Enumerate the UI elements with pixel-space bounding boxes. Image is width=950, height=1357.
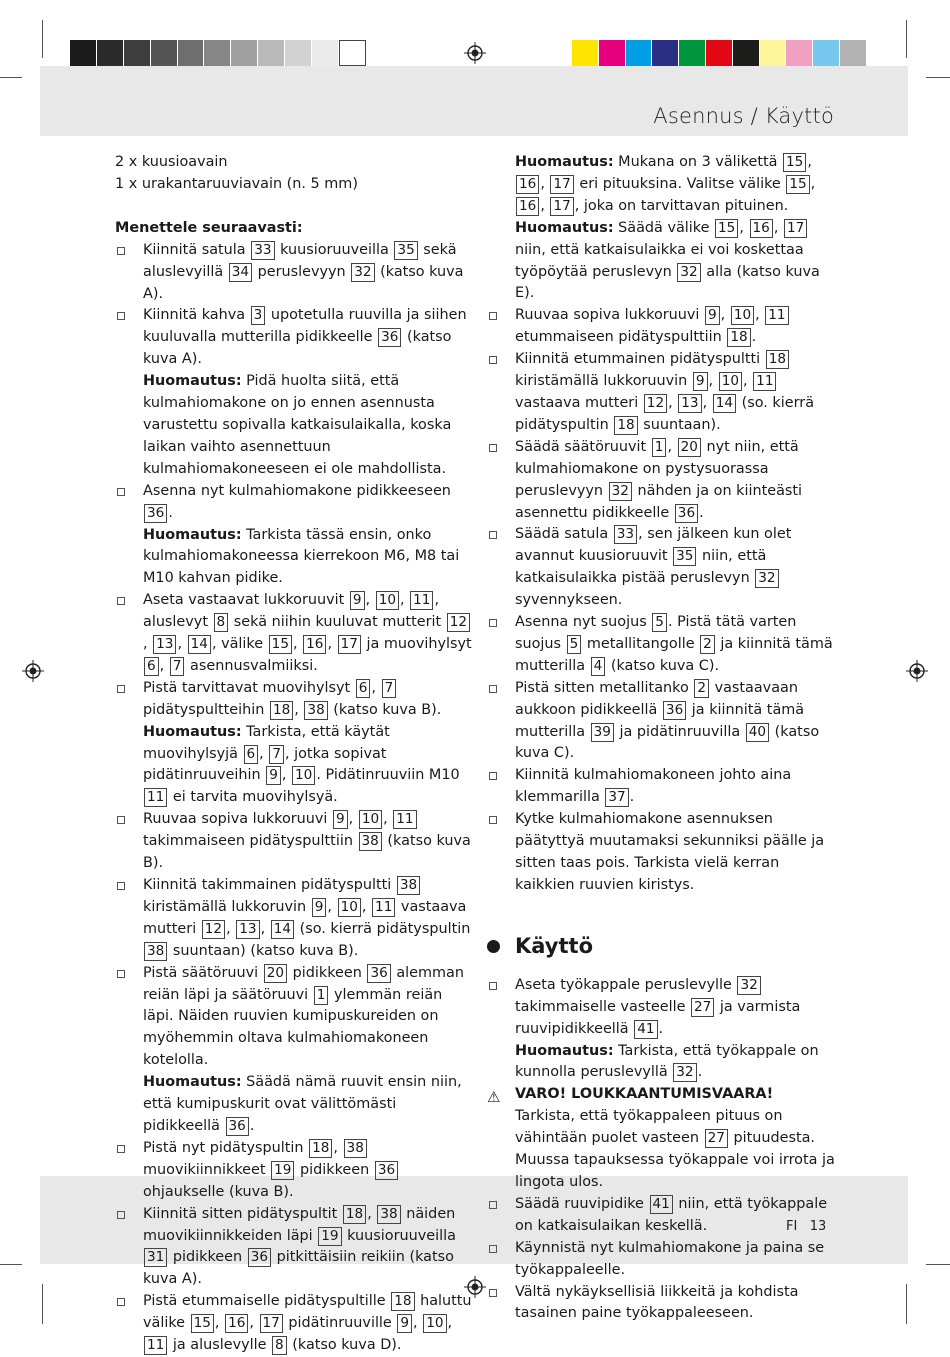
color-swatch xyxy=(285,40,312,66)
language-code: FI xyxy=(786,1219,798,1234)
list-item: Pistä sitten metallitanko 2 vastaavaan aukkoon pidikkeellä 36 ja kiinnitä tämä mutterilla 39 ja pidätinruuvilla 40 (katso kuva C). xyxy=(487,678,837,766)
color-swatch xyxy=(652,40,679,66)
color-swatch xyxy=(626,40,653,66)
note: Huomautus: Tarkista tässä ensin, onko kulmahiomakoneessa kierrekoon M6, M8 tai M10 kahvan pidike. xyxy=(143,526,460,587)
intro-line: 1 x urakantaruuviavain (n. 5 mm) xyxy=(115,175,358,192)
crop-mark xyxy=(906,1284,907,1324)
color-swatch xyxy=(124,40,151,66)
warning-triangle-icon: ⚠ xyxy=(487,1088,501,1107)
note: Huomautus: Tarkista, että työkappale on kunnolla peruslevyllä 32 . xyxy=(515,1042,819,1081)
list-item: Säädä ruuvipidike 41 niin, että työkappale on katkaisulaikan keskellä. xyxy=(487,1194,837,1238)
color-swatch xyxy=(813,40,840,66)
warning: ⚠ VARO! LOUKKAANTUMISVAARA! Tarkista, että työkappaleen pituus on vähintään puolet vasteen 27 pituudesta. Muussa tapauksessa työkappale voi irrota ja lingota ulos. xyxy=(487,1086,835,1190)
color-swatch xyxy=(840,40,867,66)
color-swatch xyxy=(760,40,787,66)
section-heading xyxy=(487,933,837,959)
list-item: Ruuvaa sopiva lukkoruuvi 9 , 10 , 11 etummaiseen pidätyspulttiin 18 . xyxy=(487,305,837,349)
note: Huomautus: Säädä nämä ruuvit ensin niin, että kumipuskurit ovat välittömästi pidikkeellä 36 . xyxy=(143,1074,462,1134)
list-item: Pistä nyt pidätyspultin 18 , 38 muovikiinnikkeet 19 pidikkeen 36 ohjaukselle (kuva B). xyxy=(115,1138,475,1204)
registration-mark-icon xyxy=(906,660,928,682)
crop-mark xyxy=(42,1284,43,1324)
list-item: Säädä säätöruuvit 1 , 20 nyt niin, että kulmahiomakone on pystysuorassa peruslevyyn 32 nähden ja on kiinteästi asennettu pidikkeelle 36 . xyxy=(487,437,837,525)
list-item: Kiinnitä kulmahiomakoneen johto aina klemmarilla 37 . xyxy=(487,765,837,809)
list-item: Pistä tarvittavat muovihylsyt 6 , 7 pidätyspultteihin 18 , 38 (katso kuva B). xyxy=(115,678,475,722)
crop-mark xyxy=(0,1264,22,1265)
color-swatch xyxy=(70,40,97,66)
registration-mark-icon xyxy=(22,660,44,682)
color-swatch xyxy=(339,40,366,66)
color-swatch xyxy=(258,40,285,66)
list-item: Asenna nyt suojus 5 . Pistä tätä varten suojus 5 metallitangolle 2 ja kiinnitä tämä mutterilla 4 (katso kuva C). xyxy=(487,612,837,678)
list-item: Käynnistä nyt kulmahiomakone ja paina se työkappaleelle. xyxy=(487,1238,837,1282)
list-item: Kiinnitä takimmainen pidätyspultti 38 kiristämällä lukkoruvin 9 , 10 , 11 vastaava mutteri 12 , 13 , 14 (so. kierrä pidätyspultin 38 suuntaan) (katso kuva B). xyxy=(115,875,475,963)
left-column xyxy=(115,152,475,1357)
process-color-bar xyxy=(572,40,867,66)
intro-line: 2 x kuusioavain xyxy=(115,154,228,170)
list-item: Kiinnitä kahva 3 upotetulla ruuvilla ja siihen kuuluvalla mutterilla pidikkeelle 36 (katso kuva A). xyxy=(115,305,475,371)
color-swatch xyxy=(706,40,733,66)
list-item: Kiinnitä etummainen pidätyspultti 18 kiristämällä lukkoruuvin 9 , 10 , 11 vastaava mutteri 12 , 13 , 14 (so. kierrä pidätyspultin 18 suuntaan). xyxy=(487,349,837,437)
crop-mark xyxy=(926,1264,950,1265)
list-item: Aseta vastaavat lukkoruuvit 9 , 10 , 11 , aluslevyt 8 sekä niihin kuuluvat mutterit 12, 13 , 14 , välike 15 , 16 , 17 ja muovihylsyt 6 , 7 asennusvalmiiksi. xyxy=(115,590,475,678)
page-number: 13 xyxy=(809,1219,827,1234)
color-swatch xyxy=(679,40,706,66)
list-item: Asenna nyt kulmahiomakone pidikkeeseen 36 . xyxy=(115,481,475,525)
crop-mark xyxy=(42,20,43,58)
list-item: Kiinnitä satula 33 kuusioruuveilla 35 sekä aluslevyillä 34 peruslevyyn 32 (katso kuva A). xyxy=(115,240,475,306)
list-item: Pistä säätöruuvi 20 pidikkeen 36 alemman reiän läpi ja säätöruuvi 1 ylemmän reiän läpi. Näiden ruuvien kumipuskureiden on myöhemmin oltava kulmahiomakoneen kotelolla. xyxy=(115,963,475,1073)
right-column xyxy=(487,152,837,1325)
gray-color-bar xyxy=(70,40,366,66)
color-swatch xyxy=(312,40,339,66)
color-swatch xyxy=(599,40,626,66)
list-item: Ruuvaa sopiva lukkoruuvi 9 , 10 , 11 takimmaiseen pidätyspulttiin 38 (katso kuva B). xyxy=(115,809,475,875)
list-item: Aseta työkappale peruslevylle 32 takimmaiselle vasteelle 27 ja varmista ruuvipidikkeellä 41 . xyxy=(487,975,837,1041)
note: Huomautus: Pidä huolta siitä, että kulmahiomakone on jo ennen asennusta varustettu sopivalla katkaisulaikalla, koska laikan vaihto asennettuun kulmahiomakoneeseen ei ole mahdollista. xyxy=(143,373,452,477)
note: Huomautus: Säädä välike 15 , 16 , 17 niin, että katkaisulaikka ei voi koskettaa työpöytää peruslevyn 32 alla (katso kuva E). xyxy=(515,219,820,302)
color-swatch xyxy=(204,40,231,66)
crop-mark xyxy=(926,77,950,78)
color-swatch xyxy=(151,40,178,66)
list-item: Vältä nykäyksellisiä liikkeitä ja kohdista tasainen paine työkappaleeseen. xyxy=(487,1282,837,1326)
color-swatch xyxy=(786,40,813,66)
section-title: Käyttö xyxy=(515,933,593,958)
list-item: Pistä etummaiselle pidätyspultille 18 haluttu välike 15 , 16 , 17 pidätinruuville 9 , 10 , 11 ja aluslevylle 8 (katso kuva D). xyxy=(115,1291,475,1357)
color-swatch xyxy=(97,40,124,66)
color-swatch xyxy=(572,40,599,66)
crop-mark xyxy=(906,20,907,58)
list-item: Kiinnitä sitten pidätyspultit 18 , 38 näiden muovikiinnikkeiden läpi 19 kuusioruuveilla 31 pidikkeen 36 pitkittäisiin reikiin (katso kuva A). xyxy=(115,1204,475,1292)
note: Huomautus: Tarkista, että käytät muovihylsyjä 6 , 7 , jotka sopivat pidätinruuveihin 9 , 10 . Pidätinruuviin M10 11 ei tarvita muovihylsyä. xyxy=(143,723,460,806)
procedure-heading: Menettele seuraavasti: xyxy=(115,219,303,236)
list-item: Kytke kulmahiomakone asennuksen päätyttyä muutamaksi sekunniksi päälle ja sitten taas pois. Tarkista vielä kerran kaikkien ruuvien kiristys. xyxy=(487,809,837,897)
crop-mark xyxy=(0,77,22,78)
page-title: Asennus / Käyttö xyxy=(653,104,834,128)
registration-mark-icon xyxy=(464,42,486,64)
color-swatch xyxy=(178,40,205,66)
list-item: Säädä satula 33 , sen jälkeen kun olet avannut kuusioruuvit 35 niin, että katkaisulaikka pistää peruslevyn 32 syvennykseen. xyxy=(487,524,837,612)
color-swatch xyxy=(231,40,258,66)
color-swatch xyxy=(733,40,760,66)
note: Huomautus: Mukana on 3 välikettä 15 , 16 , 17 eri pituuksina. Valitse välike 15 , 16 , 17 , joka on tarvittavan pituinen. xyxy=(515,154,816,214)
